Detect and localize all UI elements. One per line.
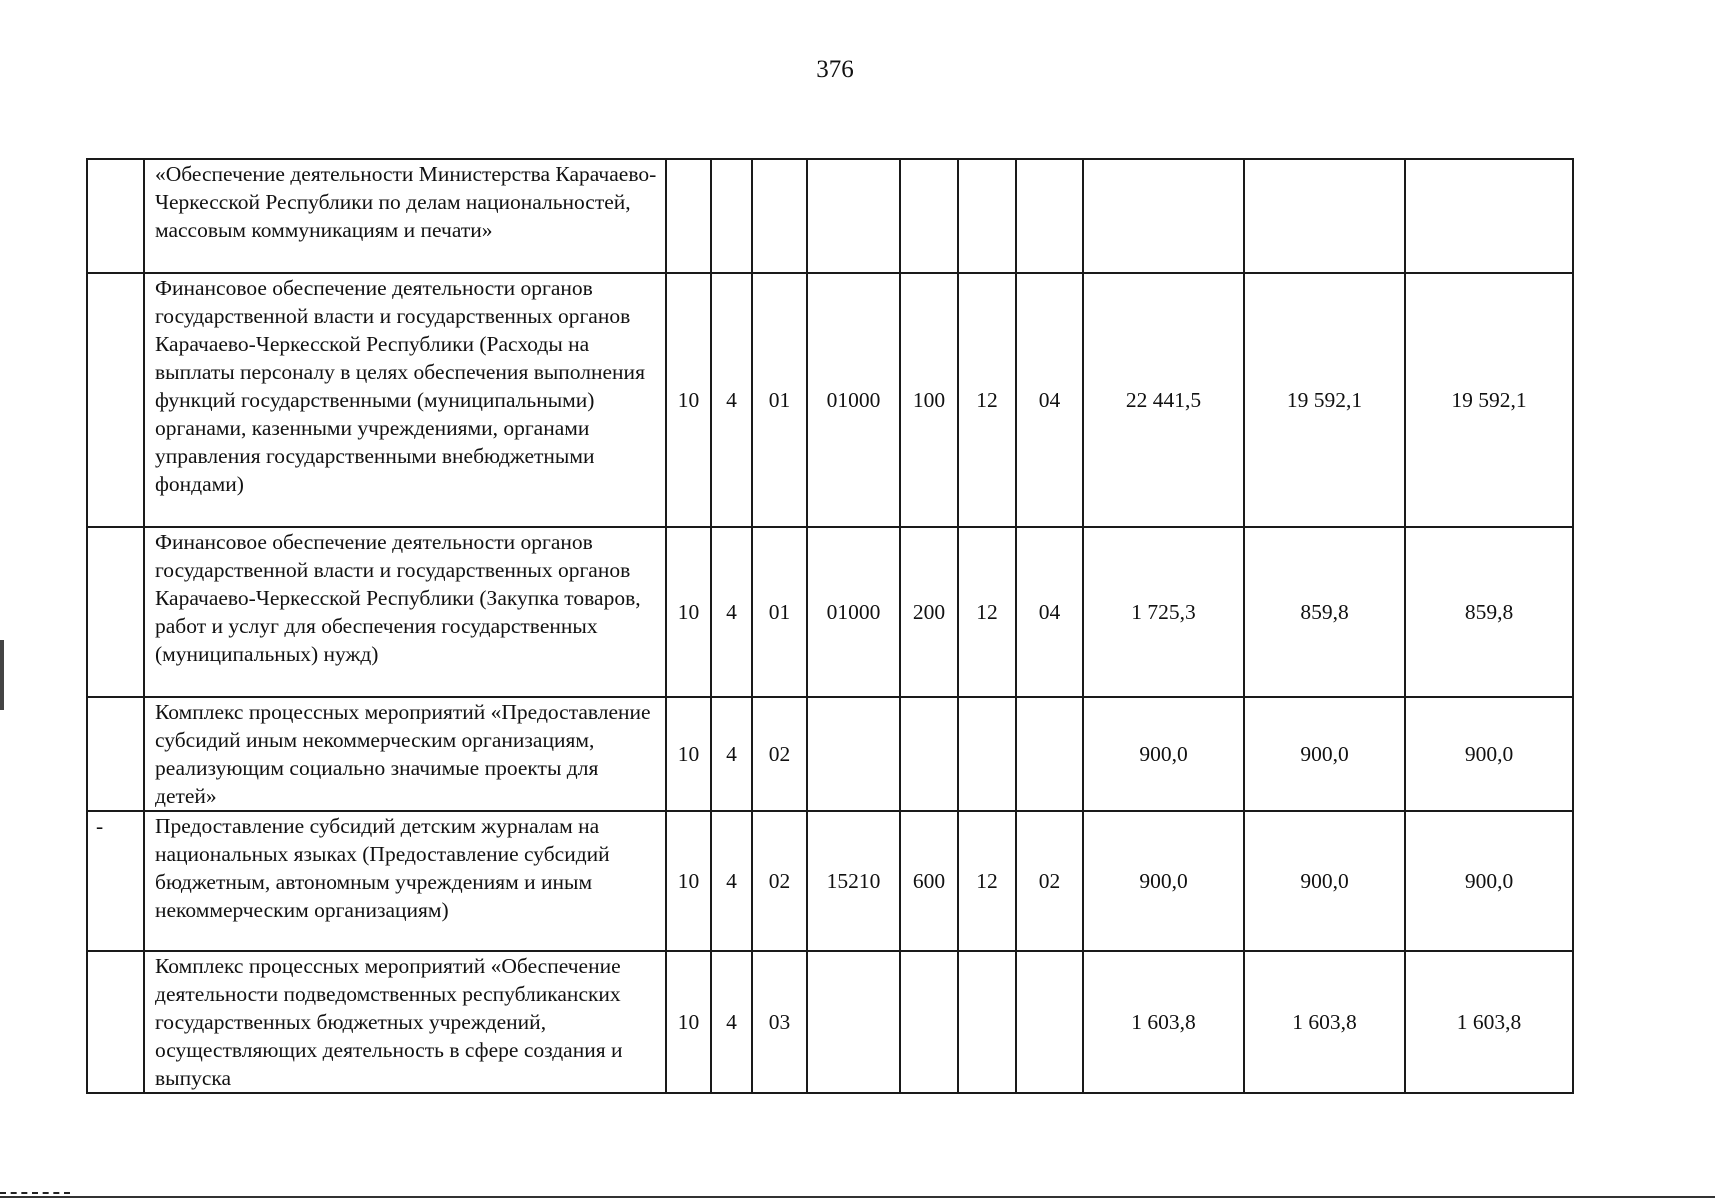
code-direction: 01000 [807, 273, 900, 527]
code-subprogram [752, 159, 807, 273]
scan-edge-mark [0, 640, 4, 710]
amount-year-1: 1 603,8 [1083, 951, 1244, 1093]
table-row [87, 159, 1573, 273]
code-section [958, 159, 1016, 273]
budget-table [86, 158, 1574, 1094]
code-program-type: 4 [711, 951, 752, 1093]
code-expense-type: 200 [900, 527, 958, 697]
code-expense-type [900, 159, 958, 273]
table-row [87, 527, 1573, 697]
row-description: «Обеспечение деятельности Министерства Карачаево-Черкесской Республики по делам национальностей, массовым коммуникациям и печати» [144, 159, 666, 273]
amount-year-3 [1405, 159, 1573, 273]
scan-bottom-line [0, 1196, 1715, 1198]
code-chapter [666, 159, 711, 273]
scan-bottom-dashes [0, 1192, 70, 1194]
amount-year-2 [1244, 159, 1405, 273]
code-chapter: 10 [666, 697, 711, 811]
code-direction: 01000 [807, 527, 900, 697]
code-chapter: 10 [666, 811, 711, 951]
page-number: 376 [816, 56, 854, 83]
amount-year-3: 859,8 [1405, 527, 1573, 697]
table-row [87, 951, 1573, 1093]
code-subprogram: 02 [752, 697, 807, 811]
row-description: Комплекс процессных мероприятий «Обеспечение деятельности подведомственных республиканских государственных бюджетных учреждений, осуществляющих деятельность в сфере создания и выпуска [144, 951, 666, 1093]
amount-year-3: 900,0 [1405, 697, 1573, 811]
code-subsection [1016, 951, 1083, 1093]
amount-year-1 [1083, 159, 1244, 273]
code-program-type [711, 159, 752, 273]
code-chapter: 10 [666, 527, 711, 697]
code-subsection: 02 [1016, 811, 1083, 951]
code-program-type: 4 [711, 527, 752, 697]
amount-year-2: 1 603,8 [1244, 951, 1405, 1093]
code-subsection: 04 [1016, 527, 1083, 697]
code-expense-type: 100 [900, 273, 958, 527]
code-direction [807, 159, 900, 273]
code-program-type: 4 [711, 273, 752, 527]
row-description: Комплекс процессных мероприятий «Предоставление субсидий иным некоммерческим организациям, реализующим социально значимые проекты для детей» [144, 697, 666, 811]
row-description: Финансовое обеспечение деятельности органов государственной власти и государственных органов Карачаево-Черкесской Республики (Закупка товаров, работ и услуг для обеспечения государственных (муниципальных) нужд) [144, 527, 666, 697]
code-section: 12 [958, 527, 1016, 697]
code-expense-type [900, 697, 958, 811]
amount-year-1: 1 725,3 [1083, 527, 1244, 697]
amount-year-1: 900,0 [1083, 811, 1244, 951]
amount-year-1: 22 441,5 [1083, 273, 1244, 527]
table-row [87, 273, 1573, 527]
code-section: 12 [958, 273, 1016, 527]
code-section [958, 951, 1016, 1093]
code-subsection [1016, 697, 1083, 811]
row-number: - [87, 811, 144, 951]
amount-year-2: 859,8 [1244, 527, 1405, 697]
amount-year-2: 19 592,1 [1244, 273, 1405, 527]
code-subprogram: 03 [752, 951, 807, 1093]
code-program-type: 4 [711, 811, 752, 951]
code-subprogram: 01 [752, 273, 807, 527]
code-direction [807, 951, 900, 1093]
row-number [87, 273, 144, 527]
code-expense-type: 600 [900, 811, 958, 951]
code-subprogram: 01 [752, 527, 807, 697]
amount-year-3: 1 603,8 [1405, 951, 1573, 1093]
row-number [87, 159, 144, 273]
row-number [87, 951, 144, 1093]
code-chapter: 10 [666, 951, 711, 1093]
code-program-type: 4 [711, 697, 752, 811]
row-description: Финансовое обеспечение деятельности органов государственной власти и государственных органов Карачаево-Черкесской Республики (Расходы на выплаты персоналу в целях обеспечения выполнения функций государственными (муниципальными) органами, казенными учреждениями, органами управления государственными внебюджетными фондами) [144, 273, 666, 527]
code-chapter: 10 [666, 273, 711, 527]
code-subsection: 04 [1016, 273, 1083, 527]
row-description: Предоставление субсидий детским журналам на национальных языках (Предоставление субсидий бюджетным, автономным учреждениям и иным некоммерческим организациям) [144, 811, 666, 951]
amount-year-3: 900,0 [1405, 811, 1573, 951]
code-expense-type [900, 951, 958, 1093]
table-row [87, 697, 1573, 811]
code-direction: 15210 [807, 811, 900, 951]
code-section [958, 697, 1016, 811]
code-direction [807, 697, 900, 811]
row-number [87, 527, 144, 697]
code-subprogram: 02 [752, 811, 807, 951]
amount-year-2: 900,0 [1244, 697, 1405, 811]
table-row [87, 811, 1573, 951]
amount-year-1: 900,0 [1083, 697, 1244, 811]
row-number [87, 697, 144, 811]
amount-year-3: 19 592,1 [1405, 273, 1573, 527]
code-subsection [1016, 159, 1083, 273]
amount-year-2: 900,0 [1244, 811, 1405, 951]
code-section: 12 [958, 811, 1016, 951]
